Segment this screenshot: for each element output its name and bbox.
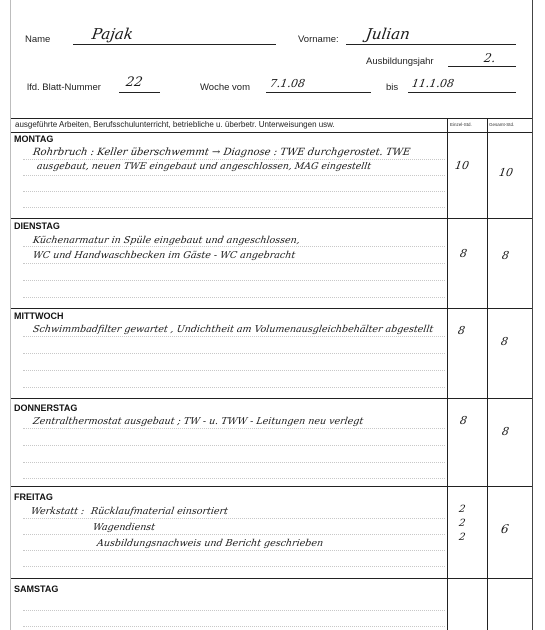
ruling-line <box>23 370 445 371</box>
entry-line[interactable]: Schwimmbadfilter gewartet , Undichtheit am Volumenausgleichbehälter abgestellt <box>32 324 434 335</box>
ruling-line <box>23 550 445 551</box>
ruling-line <box>23 263 445 264</box>
day-row-donnerstag <box>11 398 532 486</box>
entry-line[interactable]: WC und Handwaschbecken im Gäste - WC angebracht <box>32 250 296 261</box>
ruling-line <box>23 445 445 446</box>
einzel-hours[interactable]: 2 <box>458 504 467 515</box>
day-row-montag <box>11 131 532 218</box>
woche-to-value[interactable]: 11.1.08 <box>411 77 455 90</box>
bis-label: bis <box>386 82 399 93</box>
woche-from-value[interactable]: 7.1.08 <box>269 77 306 90</box>
ausbildungsjahr-value[interactable]: 2. <box>483 51 497 65</box>
gesamt-hours[interactable]: 6 <box>500 522 510 536</box>
vorname-value[interactable]: Julian <box>364 25 412 43</box>
woche-to-underline <box>408 92 516 93</box>
day-name: DONNERSTAG <box>14 403 78 413</box>
ruling-line <box>23 336 445 337</box>
entry-line[interactable]: Küchenarmatur in Spüle eingebaut und angeschlossen, <box>32 235 301 246</box>
ruling-line <box>23 626 445 627</box>
vorname-label: Vorname: <box>298 34 339 45</box>
day-name: FREITAG <box>14 492 53 502</box>
blatt-nummer-value[interactable]: 22 <box>124 75 144 90</box>
entry-line[interactable]: Rohrbruch : Keller überschwemmt → Diagnose : TWE durchgerostet. TWE <box>32 147 411 158</box>
blatt-nummer-underline <box>119 92 160 93</box>
ruling-line <box>23 297 445 298</box>
name-underline <box>73 44 276 45</box>
entry-line[interactable]: Rücklaufmaterial einsortiert <box>90 506 229 517</box>
col-activities-header: ausgeführte Arbeiten, Berufsschulunterricht, betriebliche u. überbetr. Unterweisungen usw. <box>15 120 335 129</box>
einzel-hours[interactable]: 8 <box>457 324 466 337</box>
col-gesamt-header: Gesamt-Std. <box>489 122 515 127</box>
ruling-line <box>23 534 445 535</box>
activity-table <box>11 118 532 630</box>
einzel-hours[interactable]: 10 <box>454 159 470 172</box>
entry-line[interactable]: Ausbildungsnachweis und Bericht geschrieben <box>96 538 324 549</box>
day-name: DIENSTAG <box>14 221 60 231</box>
name-label: Name <box>25 34 51 45</box>
woche-from-underline <box>266 92 371 93</box>
entry-line[interactable]: Wagendienst <box>92 522 156 533</box>
einzel-hours[interactable]: 2 <box>458 518 467 529</box>
day-row-freitag <box>11 486 532 578</box>
ruling-line <box>23 462 445 463</box>
day-row-dienstag <box>11 218 532 308</box>
ruling-line <box>23 175 445 176</box>
gesamt-hours[interactable]: 8 <box>500 335 509 348</box>
ruling-line <box>23 566 445 567</box>
ausbildungsjahr-underline <box>448 66 516 67</box>
day-row-mittwoch <box>11 308 532 398</box>
entry-line[interactable]: ausgebaut, neuen TWE eingebaut und angeschlossen, MAG eingestellt <box>36 161 372 172</box>
name-value[interactable]: Pajak <box>90 25 135 43</box>
gesamt-hours[interactable]: 8 <box>501 425 510 438</box>
day-name: MITTWOCH <box>14 311 64 321</box>
day-row-samstag <box>11 578 532 630</box>
ruling-line <box>23 518 445 519</box>
woche-label: Woche vom <box>200 82 250 93</box>
ausbildungsjahr-label: Ausbildungsjahr <box>366 56 434 67</box>
ruling-line <box>23 246 445 247</box>
ruling-line <box>23 387 445 388</box>
day-name: SAMSTAG <box>14 584 59 594</box>
ruling-line <box>23 428 445 429</box>
entry-prefix[interactable]: Werkstatt : <box>30 506 85 517</box>
ruling-line <box>23 610 445 611</box>
gesamt-hours[interactable]: 10 <box>498 166 514 179</box>
einzel-hours[interactable]: 8 <box>459 414 468 427</box>
gesamt-hours[interactable]: 8 <box>501 249 510 262</box>
day-name: MONTAG <box>14 134 54 144</box>
ruling-line <box>23 191 445 192</box>
col-einzel-header: Einzel-Std. <box>450 122 472 127</box>
ruling-line <box>23 207 445 208</box>
entry-line[interactable]: Zentralthermostat ausgebaut ; TW - u. TWW - Leitungen neu verlegt <box>32 416 364 427</box>
ruling-line <box>23 353 445 354</box>
ruling-line <box>23 478 445 479</box>
ruling-line <box>23 159 445 160</box>
vorname-underline <box>346 44 516 45</box>
einzel-hours[interactable]: 2 <box>458 532 467 543</box>
ruling-line <box>23 280 445 281</box>
blatt-nummer-label: lfd. Blatt-Nummer <box>27 82 101 93</box>
einzel-hours[interactable]: 8 <box>459 247 468 260</box>
